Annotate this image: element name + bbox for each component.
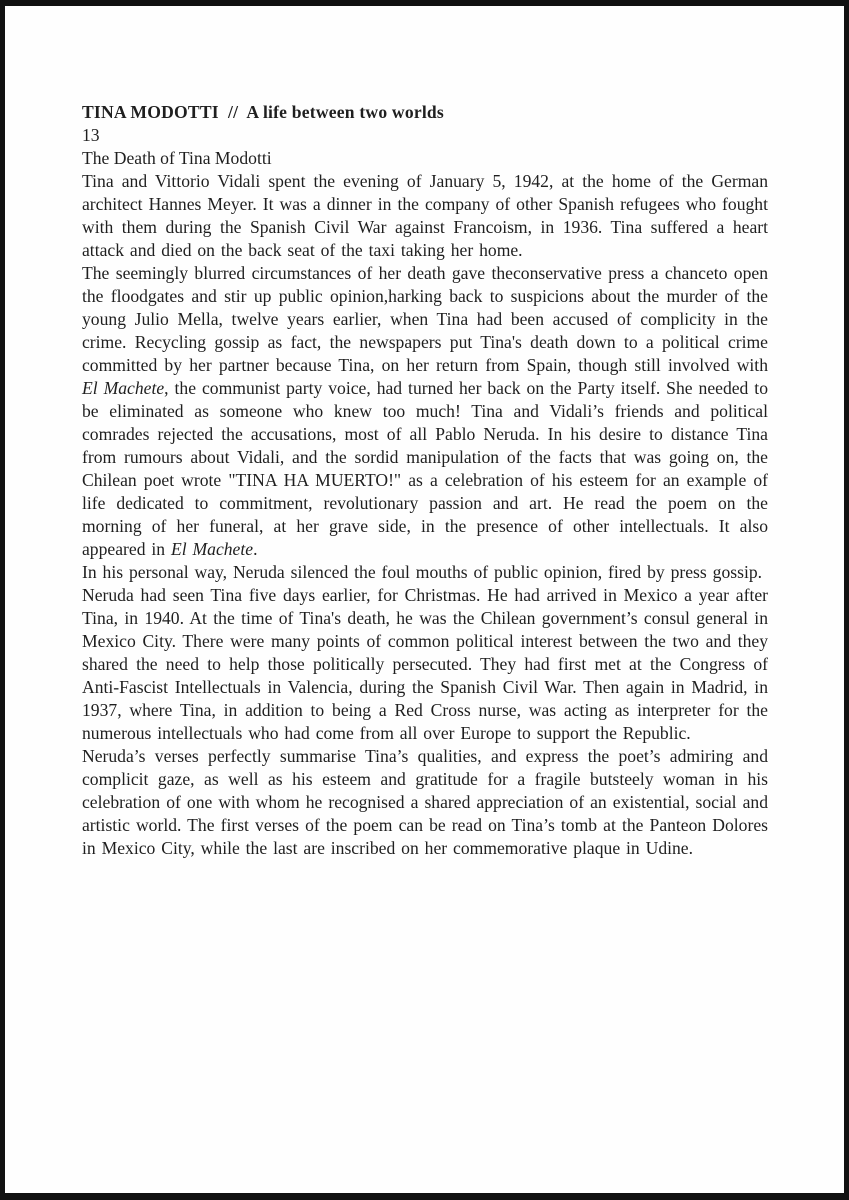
- paragraph: The seemingly blurred circumstances of her death gave theconservative press a chanceto open the floodgates and stir up public opinion,harking back to suspicions about the murder of the young Julio Mella, twelve years earlier, when Tina had been accused of complicity in the crime. Recycling gossip as fact, the newspapers put Tina's death down to a political crime committed by her partner because Tina, on her return from Spain, though still involved with El Machete, the communist party voice, had turned her back on the Party itself. She needed to be eliminated as someone who knew too much! Tina and Vidali’s friends and political comrades rejected the accusations, most of all Pablo Neruda. In his desire to distance Tina from rumours about Vidali, and the sordid manipulation of the facts that was going on, the Chilean poet wrote "TINA HA MUERTO!" as a celebration of his esteem for an example of life dedicated to commitment, revolutionary passion and art. He read the poem on the morning of her funeral, at her grave side, in the presence of other intellectuals. It also appeared in El Machete.: [82, 263, 768, 559]
- document-page: [5, 6, 844, 1193]
- paragraph: Neruda had seen Tina five days earlier, for Christmas. He had arrived in Mexico a year after Tina, in 1940. At the time of Tina's death, he was the Chilean government’s consul general in Mexico City. There were many points of common political interest between the two and they shared the need to help those politically persecuted. They had first met at the Congress of Anti-Fascist Intellectuals in Valencia, during the Spanish Civil War. Then again in Madrid, in 1937, where Tina, in addition to being a Red Cross nurse, was acting as interpreter for the numerous intellectuals who had come from all over Europe to support the Republic.: [82, 585, 768, 743]
- paragraph: In his personal way, Neruda silenced the foul mouths of public opinion, fired by press gossip.: [82, 562, 763, 582]
- document-title: TINA MODOTTI // A life between two worlds: [82, 102, 444, 122]
- body-paragraphs: [82, 170, 768, 860]
- page-number: 13: [82, 125, 100, 145]
- paragraph: Neruda’s verses perfectly summarise Tina’s qualities, and express the poet’s admiring and complicit gaze, as well as his esteem and gratitude for a fragile butsteely woman in his celebration of one with whom he recognised a shared appreciation of an existential, social and artistic world. The first verses of the poem can be read on Tina’s tomb at the Panteon Dolores in Mexico City, while the last are inscribed on her commemorative plaque in Udine.: [82, 746, 768, 858]
- page-content: [5, 6, 844, 860]
- section-heading: The Death of Tina Modotti: [82, 148, 272, 168]
- paragraph: Tina and Vittorio Vidali spent the evening of January 5, 1942, at the home of the German architect Hannes Meyer. It was a dinner in the company of other Spanish refugees who fought with them during the Spanish Civil War against Francoism, in 1936. Tina suffered a heart attack and died on the back seat of the taxi taking her home.: [82, 171, 768, 260]
